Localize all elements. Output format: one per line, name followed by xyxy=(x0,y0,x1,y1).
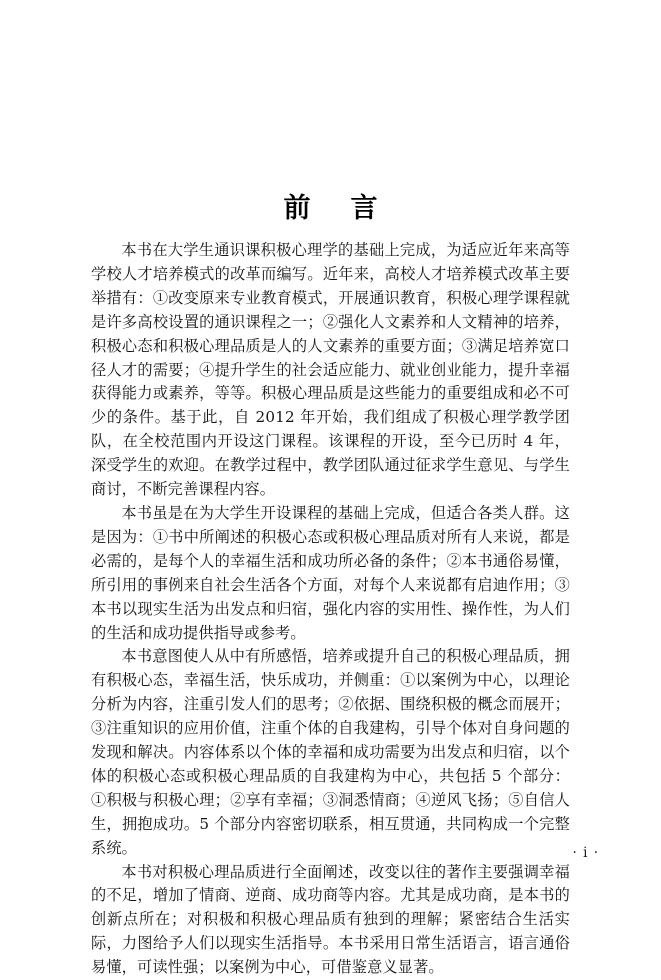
paragraph: 本书意图使人从中有所感悟，培养或提升自己的积极心理品质，拥有积极心态，幸福生活，快乐成功，并侧重：①以案例为中心，以理论分析为内容，注重引发人们的思考；②依据、围绕积极的概念而展开；③注重知识的应用价值，注重个体的自我建构，引导个体对自身问题的发现和解决。内容体系以个体的幸福和成功需要为出发点和归宿，以个体的积极心态或积极心理品质的自我建构为中心，共包括 5 个部分：①积极与积极心理；②享有幸福；③洞悉情商；④逆风飞扬；⑤自信人生，拥抱成功。5 个部分内容密切联系，相互贯通，共同构成一个完整系统。 xyxy=(91,647,570,857)
page-footer: · i · xyxy=(572,845,599,861)
preface-body xyxy=(91,239,570,980)
paragraph: 本书虽是在为大学生开设课程的基础上完成，但适合各类人群。这是因为：①书中所阐述的积极心态或积极心理品质对所有人来说，都是必需的，是每个人的幸福生活和成功所必备的条件；②本书通俗易懂，所引用的事例来自社会生活各个方面，对每个人来说都有启迪作用；③本书以现实生活为出发点和归宿，强化内容的实用性、操作性，为人们的生活和成功提供指导或参考。 xyxy=(91,503,570,642)
page-title-char-first: 前 xyxy=(283,193,311,224)
page-title xyxy=(0,186,661,225)
page-title-char-second: 言 xyxy=(350,193,378,224)
paragraph: 本书对积极心理品质进行全面阐述，改变以往的著作主要强调幸福的不足，增加了情商、逆商、成功商等内容。尤其是成功商，是本书的创新点所在；对积极和积极心理品质有独到的理解；紧密结合生活实际，力图给予人们以现实生活指导。本书采用日常生活语言，语言通俗易懂，可读性强；以案例为中心，可借鉴意义显著。 xyxy=(91,862,570,977)
paragraph: 本书在大学生通识课积极心理学的基础上完成，为适应近年来高等学校人才培养模式的改革而编写。近年来，高校人才培养模式改革主要举措有：①改变原来专业教育模式，开展通识教育，积极心理学课程就是许多高校设置的通识课程之一；②强化人文素养和人文精神的培养，积极心态和积极心理品质是人的人文素养的重要方面；③满足培养宽口径人才的需要；④提升学生的社会适应能力、就业创业能力，提升幸福获得能力或素养，等等。积极心理品质是这些能力的重要组成和必不可少的条件。基于此，自 2012 年开始，我们组成了积极心理学教学团队，在全校范围内开设这门课程。该课程的开设，至今已历时 4 年，深受学生的欢迎。在教学过程中，教学团队通过征求学生意见、与学生商讨，不断完善课程内容。 xyxy=(91,241,570,499)
